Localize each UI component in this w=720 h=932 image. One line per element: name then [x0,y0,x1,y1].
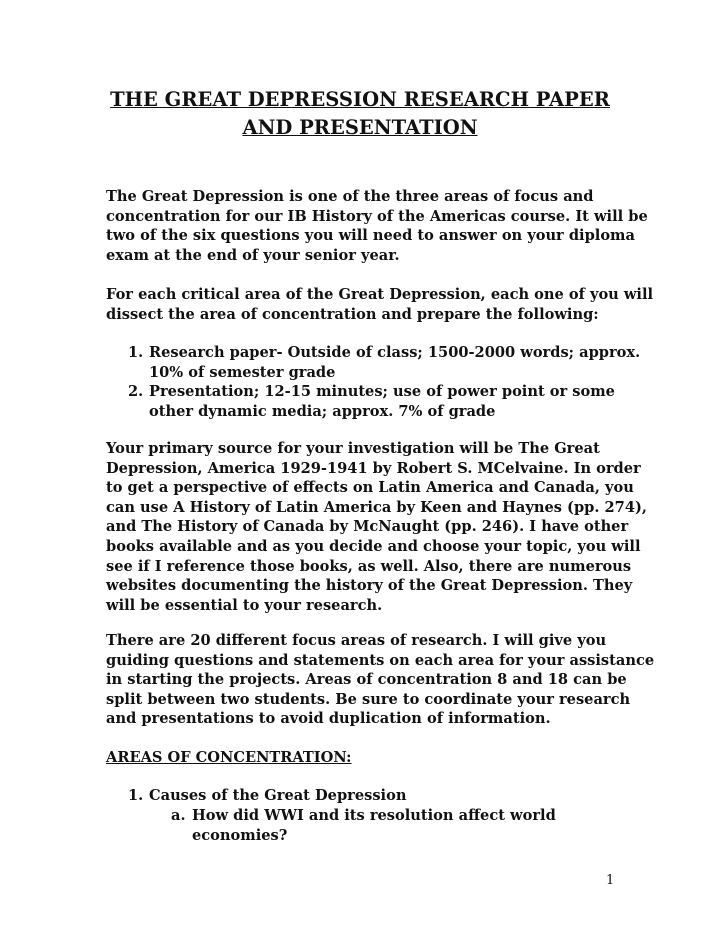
area-subitem-line: economies? [192,826,288,844]
area-subitem-line: How did WWI and its resolution affect world [192,807,556,824]
sources-line: see if I reference those books, as well. Also, there are numerous [106,557,632,575]
sources-paragraph [106,439,647,615]
focus-areas-line: There are 20 different focus areas of research. I will give you [106,632,607,649]
focus-areas-line: and presentations to avoid duplication of information. [106,710,551,728]
instructions-line: dissect the area of concentration and prepare the following: [106,305,599,323]
focus-areas-line: in starting the projects. Areas of concentration 8 and 18 can be [106,671,627,689]
instructions-paragraph [106,285,654,324]
sources-line: will be essential to your research. [106,596,383,614]
focus-areas-paragraph [106,631,655,729]
deliverable-number: 2. [128,383,144,400]
area-number: 1. [128,787,144,804]
sources-line: can use A History of Latin America by Keen and Haynes (pp. 274), [106,498,647,516]
area-label: Causes of the Great Depression [149,787,407,804]
areas-heading: AREAS OF CONCENTRATION: [106,749,352,766]
deliverable-number: 1. [128,344,144,361]
deliverable-line: 10% of semester grade [149,363,336,381]
deliverable-line: Presentation; 12-15 minutes; use of power point or some [149,383,615,400]
area-subitem-letter: a. [171,807,186,824]
sources-line: and The History of Canada by McNaught (pp. 246). I have other [106,518,629,536]
intro-line: concentration for our IB History of the Americas course. It will be [106,207,648,225]
document-title-line-1: THE GREAT DEPRESSION RESEARCH PAPER [110,88,610,111]
focus-areas-line: guiding questions and statements on each area for your assistance [106,651,655,669]
intro-line: The Great Depression is one of the three areas of focus and [106,188,594,205]
sources-line: to get a perspective of effects on Latin America and Canada, you [106,479,634,497]
sources-line: Depression, America 1929-1941 by Robert S. MCelvaine. In order [106,459,641,477]
deliverable-line: Research paper- Outside of class; 1500-2000 words; approx. [149,344,641,361]
sources-line: websites documenting the history of the Great Depression. They [106,577,633,595]
sources-line: Your primary source for your investigation will be The Great [106,440,600,457]
intro-line: two of the six questions you will need to answer on your diploma [106,227,635,245]
page-number: 1 [606,873,615,888]
instructions-line: For each critical area of the Great Depression, each one of you will [106,286,654,303]
intro-line: exam at the end of your senior year. [106,246,400,264]
focus-areas-line: split between two students. Be sure to coordinate your research [106,690,631,708]
deliverable-line: other dynamic media; approx. 7% of grade [149,402,496,420]
intro-paragraph [106,187,648,265]
document-title-line-2: AND PRESENTATION [242,116,478,139]
sources-line: books available and as you decide and choose your topic, you will [106,537,641,555]
